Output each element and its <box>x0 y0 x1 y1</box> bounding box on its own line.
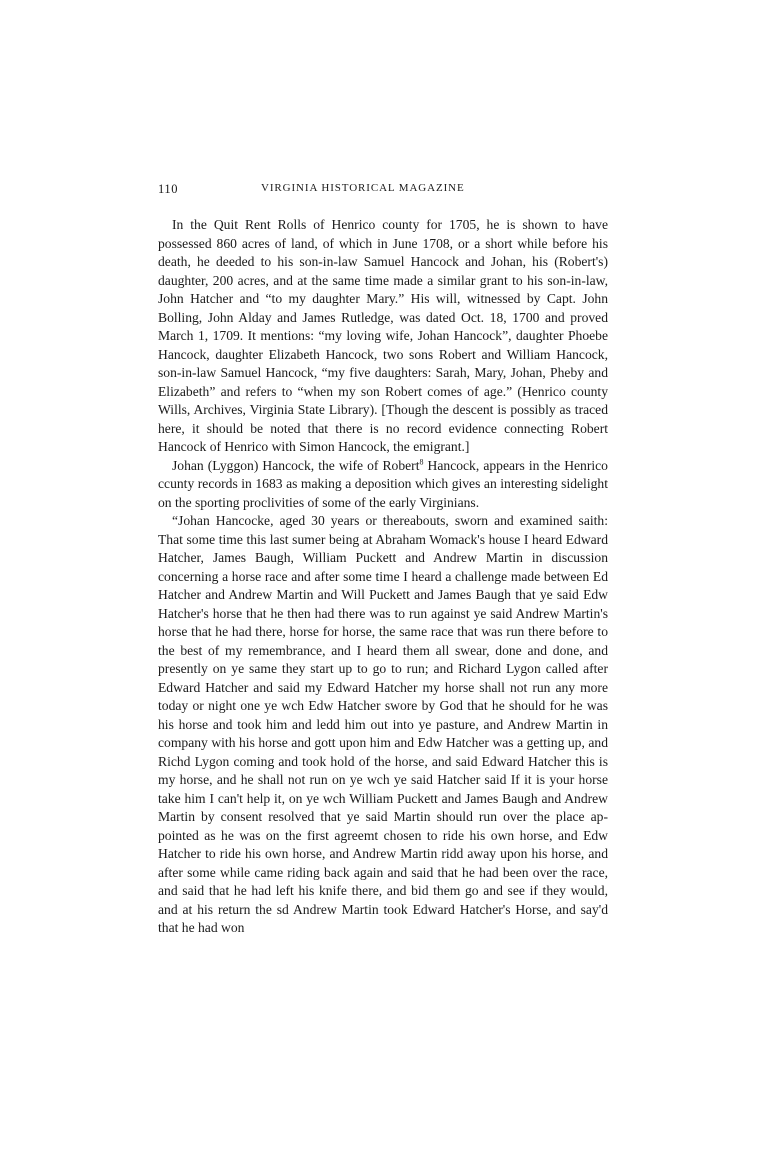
paragraph-johan-hancock <box>158 457 608 513</box>
page <box>158 182 608 938</box>
page-number: 110 <box>158 182 179 196</box>
paragraph-johan-hancock-rest: Hancock, appears in the Henrico ccunty records in 1683 as making a deposition which gives an interesting sidelight on the sporting proclivities of some of the early Virginians. <box>158 457 608 510</box>
footnote-superscript: 8 <box>419 456 424 466</box>
paragraph-deposition: “Johan Hancocke, aged 30 years or thereabouts, sworn and examined saith: That some time this last sumer being at Abraham Womack's house I heard Edward Hatcher, James Baugh, William Puckett and Andrew Martin in discussion concerning a horse race and after some time I heard a challenge made between Ed Hatcher and Andrew Martin and Will Puckett and James Baugh that ye said Edw Hatcher's horse that he then had there was to run against ye said Andrew Martin's horse that he had there, horse for horse, the same race that was run there before to the best of my remembrance, and I heard them all swear, done and done, and presently on ye same they start up to go to run; and Richard Lygon called after Edward Hatcher and said my Edward Hatcher my horse shall not run any more today or night one ye wch Edw Hatcher swore by God that he should for he was his horse and took him and ledd him out into ye pasture, and Andrew Martin in company with his horse and gott upon him and Edw Hatcher was a getting up, and Richd Lygon coming and took hold of the horse, and said Edward Hatcher this is my horse, and he shall not run on ye wch ye said Hatcher said If it is your horse take him I can't help it, on ye wch William Puckett and James Baugh and Andrew Martin by consent resolved that ye said Martin should run over the place appointed as he was on the first agreemt chosen to ride his own horse, and Edw Hatcher to ride his own horse, and Andrew Martin ridd away upon his horse, and after some while came riding back again and said that he had been over the race, and said that he had left his knife there, and bid them go and see if they would, and at his return the sd Andrew Martin took Edward Hatcher's Horse, and say'd that he had won <box>158 513 608 935</box>
journal-title: VIRGINIA HISTORICAL MAGAZINE <box>261 182 465 194</box>
paragraph-johan-hancock-lead: Johan (Lyggon) Hancock, the wife of Robert <box>172 457 420 473</box>
body-text <box>158 216 608 938</box>
paragraph-quit-rent: In the Quit Rent Rolls of Henrico county for 1705, he is shown to have possessed 860 acres of land, of which in June 1708, or a short while before his death, he deeded to his son-in-law Samuel Hancock and Johan, his (Robert's) daughter, 200 acres, and at the same time made a similar grant to his son-in-law, John Hatcher and “to my daughter Mary.” His will, witnessed by Capt. John Bolling, John Alday and James Rutledge, was dated Oct. 18, 1700 and proved March 1, 1709. It mentions: “my loving wife, Johan Hancock”, daughter Phoebe Hancock, daughter Elizabeth Hancock, two sons Robert and William Hancock, son-in-law Samuel Hancock, “my five daughters: Sarah, Mary, Johan, Pheby and Elizabeth” and refers to “when my son Robert comes of age.” (Henrico county Wills, Archives, Virginia State Library). [Though the descent is possibly as traced here, it should be noted that there is no record evidence connecting Robert Hancock of Henrico with Simon Hancock, the emigrant.] <box>158 217 608 454</box>
running-head <box>158 182 608 202</box>
